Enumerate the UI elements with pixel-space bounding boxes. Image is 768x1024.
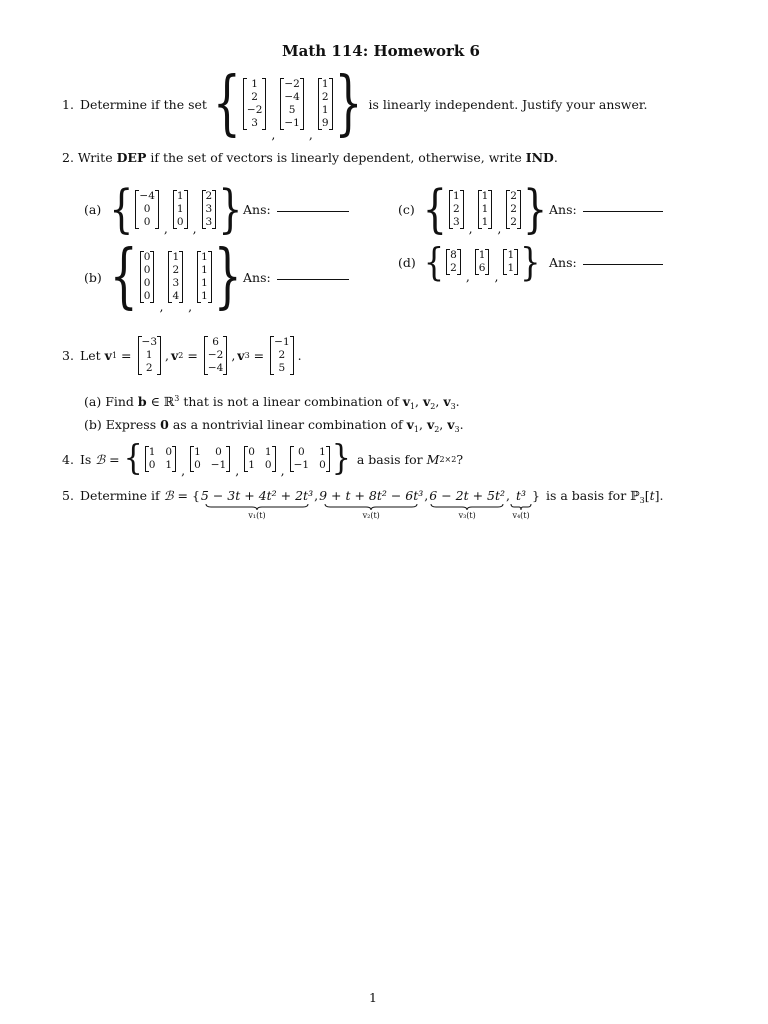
question-4: 4. Is ℬ = { 1 0 0 1 , 1 0 0 −1 , 0 1 1 0 , 0 1 −1 0 } a basis for M 2×2 ? xyxy=(62,438,464,479)
matrix-entry: 1 xyxy=(264,446,272,458)
polynomial-v2: 9 + t + 8t² − 6t³ v₂(t) xyxy=(319,488,424,520)
vector-entry: 0 xyxy=(143,251,151,263)
vector xyxy=(202,190,217,229)
vector-entry: 1 xyxy=(481,189,489,202)
vector-entry: 0 xyxy=(143,264,151,276)
vector-entry: 1 xyxy=(145,348,153,361)
answer-2d xyxy=(549,255,663,270)
part-label: (b) xyxy=(84,269,102,285)
vector-entry: 2 xyxy=(452,202,460,215)
question-3: 3. Let v 1 = −3 1 2 , v 2 = 6 −2 −4 , v 3 = −1 2 5 . xyxy=(62,335,302,374)
vector-entry: 6 xyxy=(212,335,219,348)
vector-entry: 1 xyxy=(201,264,208,276)
vector xyxy=(168,251,183,303)
question-2: 2. Write DEP if the set of vectors is linearly dependent, otherwise, write IND. xyxy=(62,150,558,165)
vector-entry: −2 xyxy=(207,348,224,361)
vector-entry: 4 xyxy=(172,290,180,302)
vector-entry: −2 xyxy=(284,78,300,90)
matrix-entry: 0 xyxy=(148,459,156,471)
vector xyxy=(446,249,461,275)
vector-entry: 2 xyxy=(205,189,213,202)
vector-entry: 1 xyxy=(321,78,329,90)
answer-label: Ans: xyxy=(549,255,577,270)
vector-entry: 1 xyxy=(251,78,258,90)
matrix xyxy=(190,446,230,472)
vector-entry: −2 xyxy=(246,104,263,116)
vector-entry: −3 xyxy=(141,335,157,348)
vector-entry: 3 xyxy=(205,202,213,215)
vector xyxy=(475,249,490,275)
answer-blank[interactable] xyxy=(583,263,663,265)
matrix-entry: 1 xyxy=(248,459,255,471)
part-2b: (b) { 0 0 0 0 , 1 2 3 4 , 1 1 1 1 } xyxy=(84,235,242,317)
vector-entry: 2 xyxy=(145,361,153,374)
question-text: Let xyxy=(79,347,101,363)
vector-entry: 3 xyxy=(452,215,460,228)
matrix-entry: 0 xyxy=(248,446,255,458)
matrix xyxy=(244,446,275,472)
matrix-entry: 0 xyxy=(194,459,201,471)
vector-entry: −1 xyxy=(274,335,290,348)
part-2a: (a) { −4 0 0 , 1 1 0 , 2 3 3 } xyxy=(84,179,243,239)
vector xyxy=(449,190,464,229)
vector-entry: 3 xyxy=(172,277,180,289)
dep-keyword: DEP xyxy=(116,150,147,165)
part-label: (a) xyxy=(84,201,102,217)
polynomial-v1: 5 − 3t + 4t² + 2t³ v₁(t) xyxy=(200,488,314,520)
right-brace: } xyxy=(334,62,363,145)
vector xyxy=(173,190,188,229)
vector-entry: 1 xyxy=(201,290,208,302)
vector-entry: 1 xyxy=(321,104,329,116)
vector-entry: −4 xyxy=(284,91,300,103)
vector-v3 xyxy=(270,336,293,375)
vector xyxy=(243,78,266,130)
vector-entry: 2 xyxy=(251,91,258,103)
question-number: 1. xyxy=(62,96,74,112)
answer-label: Ans: xyxy=(243,202,271,217)
vector-entry: 0 xyxy=(143,277,151,289)
part-3b: (b) Express 0 as a nontrivial linear combination of $v_1$, $v_2$, $v_3$. xyxy=(84,417,464,434)
vector-entry: 5 xyxy=(288,104,296,116)
part-label: (d) xyxy=(398,254,416,270)
vector-entry: 0 xyxy=(176,215,184,228)
vector-entry: 1 xyxy=(452,189,460,202)
page-title: Math 114: Homework 6 xyxy=(282,42,480,60)
vector xyxy=(506,190,521,229)
vector xyxy=(318,78,333,130)
question-1: 1. Determine if the set { 1 2 −2 3 , −2 −4 5 −1 , 1 2 1 9 } is linearly independent. Justify your answer. xyxy=(62,62,648,145)
underbrace xyxy=(510,503,532,511)
matrix-entry: −1 xyxy=(293,459,310,471)
left-brace: { xyxy=(212,62,241,145)
vector-entry: 1 xyxy=(507,249,515,261)
vector-entry: 2 xyxy=(510,189,517,202)
question-text-tail: is linearly independent. Justify your answer. xyxy=(368,96,648,112)
part-2c: (c) { 1 2 3 , 1 1 1 , 2 2 2 } xyxy=(398,179,548,239)
matrix xyxy=(290,446,330,472)
vector-entry: 3 xyxy=(205,215,213,228)
polynomial-v3: 6 − 2t + 5t² v₃(t) xyxy=(429,488,506,520)
vector xyxy=(135,190,158,229)
vector-entry: 5 xyxy=(278,361,286,374)
answer-2c xyxy=(549,202,663,217)
vector-entry: 1 xyxy=(201,277,208,289)
vector xyxy=(280,78,303,130)
question-text: Write xyxy=(77,150,113,165)
question-number: 4. xyxy=(62,451,74,467)
matrix-entry: 0 xyxy=(264,459,272,471)
underbrace xyxy=(205,503,309,511)
vector-entry: 2 xyxy=(450,262,457,274)
question-text-mid: if the set of vectors is linearly dependent, otherwise, write xyxy=(150,150,522,165)
polynomial-v4: t³ v₄(t) xyxy=(510,488,532,520)
part-2d: (d) { 8 2 , 1 6 , 1 1 } xyxy=(398,239,541,285)
vector-entry: 3 xyxy=(251,117,258,129)
vector-v2 xyxy=(204,336,227,375)
question-text-tail: is a basis for xyxy=(545,488,627,503)
matrix xyxy=(145,446,176,472)
answer-2a xyxy=(243,202,349,217)
vector-entry: 6 xyxy=(478,262,486,274)
answer-label: Ans: xyxy=(549,202,577,217)
vector-entry: 0 xyxy=(143,215,151,228)
vector xyxy=(478,190,493,229)
answer-2b xyxy=(243,270,349,285)
answer-blank[interactable] xyxy=(583,210,663,212)
part-3a: (a) Find b ∈ ℝ$^3$ that is not a linear combination of $v_1$, $v_2$, $v_3$. xyxy=(84,394,460,411)
ind-keyword: IND xyxy=(525,150,554,165)
matrix-entry: 0 xyxy=(165,446,173,458)
vector-entry: 1 xyxy=(201,251,208,263)
vector-entry: 1 xyxy=(478,249,486,261)
page-number: 1 xyxy=(369,990,377,1005)
vector-entry: 0 xyxy=(143,290,151,302)
vector xyxy=(197,251,212,303)
vector xyxy=(503,249,518,275)
answer-blank[interactable] xyxy=(277,210,349,212)
vector-entry: 1 xyxy=(507,262,515,274)
question-number: 2. xyxy=(62,150,74,165)
question-text: Determine if xyxy=(79,488,160,503)
vector-entry: 1 xyxy=(172,251,180,263)
matrix-entry: 0 xyxy=(297,446,305,458)
vector xyxy=(140,251,155,303)
matrix-entry: 0 xyxy=(215,446,222,458)
vector-entry: 0 xyxy=(143,202,151,215)
part-label: (c) xyxy=(398,201,415,217)
question-text-tail: a basis for xyxy=(356,451,423,467)
vector-entry: 2 xyxy=(172,264,180,276)
question-number: 5. xyxy=(62,488,74,503)
vector-entry: 1 xyxy=(176,189,184,202)
vector-entry: 9 xyxy=(321,117,329,129)
matrix-entry: 1 xyxy=(148,446,156,458)
part-label: (a) xyxy=(84,394,102,409)
matrix-entry: −1 xyxy=(210,459,227,471)
vector-v1 xyxy=(138,336,161,375)
part-label: (b) xyxy=(84,417,102,432)
vector-entry: 2 xyxy=(510,215,517,228)
question-number: 3. xyxy=(62,347,74,363)
question-text: Determine if the set xyxy=(79,96,207,112)
vector-entry: −4 xyxy=(207,361,224,374)
vector-entry: −4 xyxy=(139,189,155,202)
vector-entry: 2 xyxy=(321,91,329,103)
vector-entry: 1 xyxy=(176,202,184,215)
answer-blank[interactable] xyxy=(277,278,349,280)
vector-entry: 8 xyxy=(450,249,457,261)
vector-entry: 1 xyxy=(481,215,489,228)
matrix-entry: 1 xyxy=(194,446,201,458)
matrix-entry: 1 xyxy=(319,446,326,458)
question-text: Is xyxy=(79,451,92,467)
vector-entry: 2 xyxy=(510,202,517,215)
vector-entry: 2 xyxy=(278,348,286,361)
question-5: 5. Determine if ℬ = { 5 − 3t + 4t² + 2t³ v₁(t) , 9 + t + 8t² − 6t³ v₂(t) , 6 − 2t + 5t² v₃(t) , t³ v₄(t) } is a basis for ℙ$_3$[t]. xyxy=(62,488,664,520)
matrix-entry: 0 xyxy=(319,459,326,471)
underbrace xyxy=(430,503,504,511)
vector-entry: −1 xyxy=(284,117,300,129)
vector-entry: 1 xyxy=(481,202,489,215)
underbrace xyxy=(324,503,418,511)
answer-label: Ans: xyxy=(243,270,271,285)
matrix-entry: 1 xyxy=(165,459,173,471)
